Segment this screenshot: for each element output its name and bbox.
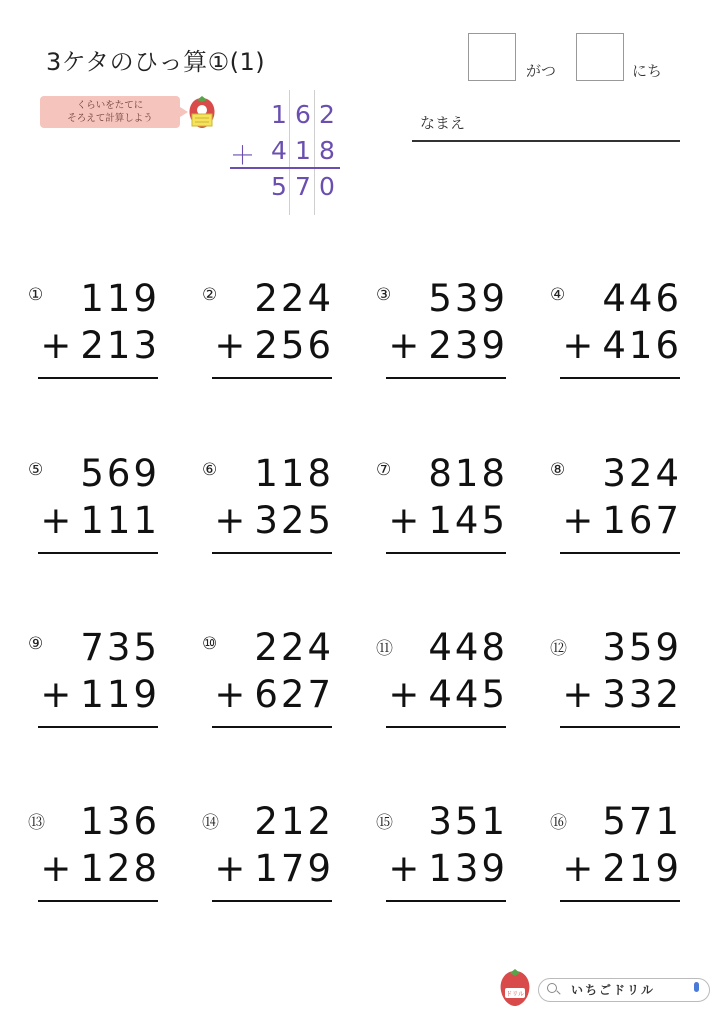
plus-sign: + <box>388 847 423 890</box>
addend-bottom-value: 111 <box>80 499 160 542</box>
addend-bottom-value: 325 <box>254 499 334 542</box>
addend-bottom <box>214 673 334 716</box>
plus-sign: + <box>40 673 75 716</box>
plus-sign: + <box>40 847 75 890</box>
addend-top: 119 <box>80 277 160 320</box>
example-calculation <box>228 90 348 215</box>
problem-number: ① <box>28 285 44 305</box>
example-sum-line <box>230 167 340 169</box>
problem-number: ⑥ <box>202 460 218 480</box>
addend-bottom-value: 332 <box>602 673 682 716</box>
addend-top: 324 <box>602 452 682 495</box>
plus-sign: + <box>214 673 249 716</box>
plus-sign: + <box>40 499 75 542</box>
problem-card <box>550 626 710 746</box>
problem-card <box>376 452 536 572</box>
example-digit: 4 <box>271 136 287 165</box>
example-digit: 1 <box>271 100 287 129</box>
addend-bottom-value: 416 <box>602 324 682 367</box>
addend-bottom <box>214 847 334 890</box>
addend-bottom-value: 139 <box>428 847 508 890</box>
answer-line[interactable] <box>386 726 506 728</box>
plus-sign: + <box>562 673 597 716</box>
problem-card <box>28 626 188 746</box>
problem-number: ⑩ <box>202 634 218 654</box>
problem-number: ⑨ <box>28 634 44 654</box>
addend-top: 118 <box>254 452 334 495</box>
problem-number: ⑮ <box>376 813 393 833</box>
addend-bottom <box>40 673 160 716</box>
problem-number: ③ <box>376 285 392 305</box>
plus-sign: + <box>40 324 75 367</box>
addend-top: 446 <box>602 277 682 320</box>
answer-line[interactable] <box>38 552 158 554</box>
addend-bottom-value: 256 <box>254 324 334 367</box>
addend-bottom <box>40 847 160 890</box>
month-label: がつ <box>526 62 557 80</box>
answer-line[interactable] <box>560 726 680 728</box>
problem-card <box>202 452 362 572</box>
plus-sign: + <box>214 324 249 367</box>
answer-line[interactable] <box>560 900 680 902</box>
problem-card <box>376 277 536 397</box>
addend-top: 212 <box>254 800 334 843</box>
addend-top: 351 <box>428 800 508 843</box>
problem-number: ⑭ <box>202 813 219 833</box>
problem-card <box>550 800 710 920</box>
hint-line-2: そろえて計算しよう <box>67 113 153 124</box>
problem-card <box>202 277 362 397</box>
page-title: 3ケタのひっ算①(1) <box>46 48 266 76</box>
problem-number: ② <box>202 285 218 305</box>
problem-number: ⑧ <box>550 460 566 480</box>
addend-top: 735 <box>80 626 160 669</box>
name-line[interactable] <box>412 140 680 142</box>
addend-bottom-value: 213 <box>80 324 160 367</box>
addend-bottom <box>214 324 334 367</box>
addend-bottom-value: 219 <box>602 847 682 890</box>
problem-number: ⑬ <box>28 813 45 833</box>
addend-bottom <box>562 499 682 542</box>
addend-bottom <box>40 499 160 542</box>
addend-bottom <box>388 847 508 890</box>
addend-bottom <box>388 499 508 542</box>
addend-bottom-value: 119 <box>80 673 160 716</box>
answer-line[interactable] <box>38 377 158 379</box>
addend-bottom-value: 167 <box>602 499 682 542</box>
hint-bubble <box>40 96 180 128</box>
answer-line[interactable] <box>38 726 158 728</box>
plus-sign: + <box>562 499 597 542</box>
month-box[interactable] <box>468 33 516 81</box>
answer-line[interactable] <box>212 900 332 902</box>
problem-card <box>28 800 188 920</box>
addend-bottom-value: 179 <box>254 847 334 890</box>
brand-name: いちごドリル <box>571 983 656 997</box>
addend-top: 539 <box>428 277 508 320</box>
addend-bottom-value: 128 <box>80 847 160 890</box>
day-box[interactable] <box>576 33 624 81</box>
example-digit: 2 <box>319 100 335 129</box>
search-bar[interactable] <box>538 978 710 1002</box>
answer-line[interactable] <box>212 377 332 379</box>
plus-sign: + <box>562 847 597 890</box>
problem-card <box>376 626 536 746</box>
addend-top: 224 <box>254 277 334 320</box>
problem-number: ⑦ <box>376 460 392 480</box>
addend-top: 818 <box>428 452 508 495</box>
example-digit: 7 <box>295 172 311 201</box>
day-label: にち <box>632 62 663 80</box>
example-digit: 6 <box>295 100 311 129</box>
answer-line[interactable] <box>560 552 680 554</box>
example-result <box>228 172 338 202</box>
search-icon <box>547 983 557 993</box>
problem-card <box>550 452 710 572</box>
addend-top: 359 <box>602 626 682 669</box>
strawberry-icon <box>184 94 220 130</box>
problem-card <box>28 452 188 572</box>
addend-bottom <box>388 673 508 716</box>
problem-number: ⑫ <box>550 639 567 659</box>
addend-bottom <box>388 324 508 367</box>
answer-line[interactable] <box>386 552 506 554</box>
problem-number: ⑤ <box>28 460 44 480</box>
example-digit: 8 <box>319 136 335 165</box>
problem-card <box>202 626 362 746</box>
addend-top: 571 <box>602 800 682 843</box>
plus-sign: + <box>214 847 249 890</box>
example-digit: 0 <box>319 172 335 201</box>
addend-bottom-value: 239 <box>428 324 508 367</box>
answer-line[interactable] <box>386 377 506 379</box>
answer-line[interactable] <box>212 726 332 728</box>
addend-bottom-value: 445 <box>428 673 508 716</box>
strawberry-logo-icon <box>496 968 534 1008</box>
mic-icon <box>694 982 699 992</box>
problem-card <box>550 277 710 397</box>
problem-card <box>28 277 188 397</box>
problem-card <box>202 800 362 920</box>
logo-text: ドリル <box>505 991 525 998</box>
example-digit: 1 <box>295 136 311 165</box>
answer-line[interactable] <box>560 377 680 379</box>
answer-line[interactable] <box>386 900 506 902</box>
addend-bottom <box>562 673 682 716</box>
answer-line[interactable] <box>38 900 158 902</box>
plus-sign: + <box>388 673 423 716</box>
addend-bottom <box>562 847 682 890</box>
example-top <box>228 100 338 130</box>
hint-line-1: くらいをたてに <box>76 100 144 111</box>
plus-sign: + <box>388 324 423 367</box>
problem-number: ⑯ <box>550 813 567 833</box>
plus-sign: + <box>214 499 249 542</box>
addend-top: 224 <box>254 626 334 669</box>
plus-sign: + <box>562 324 597 367</box>
addend-bottom-value: 627 <box>254 673 334 716</box>
problem-number: ⑪ <box>376 639 393 659</box>
addend-bottom <box>214 499 334 542</box>
answer-line[interactable] <box>212 552 332 554</box>
addend-bottom <box>562 324 682 367</box>
brand-footer <box>496 968 712 1012</box>
addend-top: 136 <box>80 800 160 843</box>
problem-number: ④ <box>550 285 566 305</box>
example-bottom <box>228 136 338 170</box>
example-digit: 5 <box>271 172 287 201</box>
plus-sign: + <box>388 499 423 542</box>
example-plus: ＋ <box>230 141 256 170</box>
name-label: なまえ <box>420 114 466 132</box>
problem-card <box>376 800 536 920</box>
addend-bottom <box>40 324 160 367</box>
addend-bottom-value: 145 <box>428 499 508 542</box>
addend-top: 448 <box>428 626 508 669</box>
addend-top: 569 <box>80 452 160 495</box>
